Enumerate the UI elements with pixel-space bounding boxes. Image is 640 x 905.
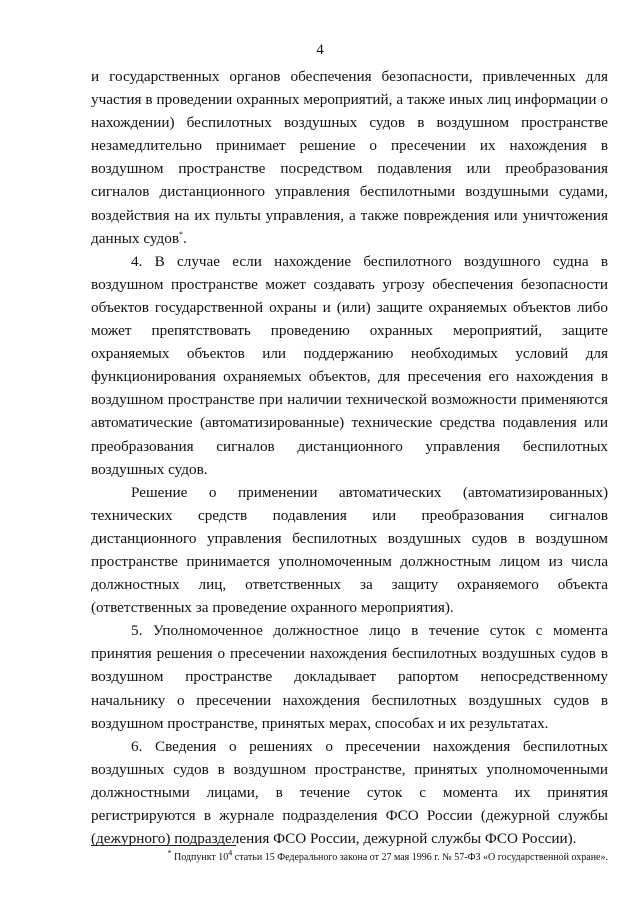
footnote-marker: * <box>167 848 172 858</box>
paragraph-item-5: 5. Уполномоченное должностное лицо в течение суток с момента принятия решения о пресечении нахождения беспилотных воздушных судов в воздушном пространстве докладывает рапортом непосредственному начальнику о пресечении нахождения беспилотных воздушных судов в воздушном пространстве, принятых мерах, способах и их результатах. <box>91 622 608 732</box>
paragraph-continuation: и государственных органов обеспечения безопасности, привлеченных для участия в проведении охранных мероприятий, а также иных лиц информации о нахождении) беспилотных воздушных судов в воздушном пространстве незамедлительно принимает решение о пресечении их нахождения в воздушном пространстве посредством подавления или преобразования сигналов дистанционного управления беспилотными воздушными судами, воздействия на их пульты управления, а также повреждения или уничтожения данных судов*. <box>91 68 608 247</box>
footnote-superscript: 4 <box>228 848 233 858</box>
page-number: 4 <box>316 42 324 58</box>
paragraph-item-4: 4. В случае если нахождение беспилотного воздушного судна в воздушном пространстве может создавать угрозу обеспечения безопасности объектов государственной охраны и (или) защите охраняемых объектов либо может препятствовать проведению охранных мероприятий, защите охраняемых объектов или поддержанию необходимых условий для функционирования охраняемых объектов, для пресечения его нахождения в воздушном пространстве при наличии технической возможности применяются автоматические (автоматизированные) технические средства подавления или преобразования сигналов дистанционного управления беспилотных воздушных судов. <box>91 252 608 478</box>
footnote-divider <box>91 845 236 846</box>
footnote-reference: * <box>179 229 183 239</box>
paragraph-text: и государственных органов обеспечения безопасности, привлеченных для участия в проведении охранных мероприятий, а также иных лиц информации о нахождении) беспилотных воздушных судов в воздушном пространстве незамедлительно принимает решение о пресечении их нахождения в воздушном пространстве посредством подавления или преобразования сигналов дистанционного управления беспилотными воздушными судами, воздействия на их пульты управления, а также повреждения или уничтожения данных судов <box>91 68 608 247</box>
paragraph-item-6: 6. Сведения о решениях о пресечении нахождения беспилотных воздушных судов в воздушном пространстве, принятых уполномоченными должностными лицами, в течение суток с момента их принятия регистрируются в журнале подразделения ФСО России (дежурной службы (дежурного) подразделения ФСО России, дежурной службы ФСО России). <box>91 737 608 848</box>
paragraph-decision: Решение о применении автоматических (автоматизированных) технических средств подавления или преобразования сигналов дистанционного управления беспилотных воздушных судов в воздушном пространстве принимается уполномоченным должностным лицом из числа должностных лиц, ответственных за защиту охраняемого объекта (ответственных за проведение охранного мероприятия). <box>91 483 608 617</box>
footnote <box>91 848 608 864</box>
footnote-text-start: Подпункт 10 <box>173 852 229 863</box>
document-body <box>91 65 608 850</box>
footnote-text-end: статьи 15 Федерального закона от 27 мая 1996 г. № 57-ФЗ «О государственной охране». <box>232 852 608 863</box>
